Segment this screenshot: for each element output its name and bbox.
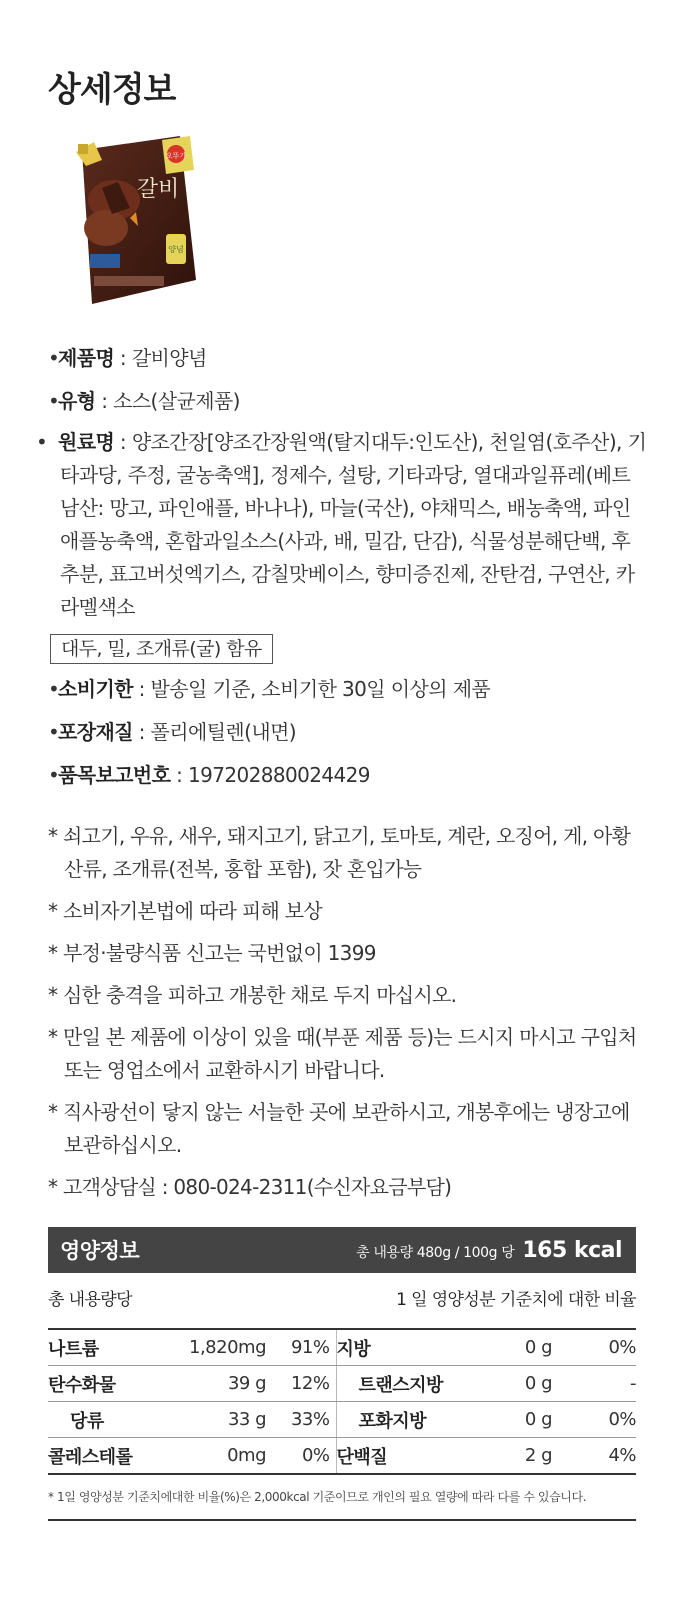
type-row: •유형 : 소스(살균제품): [48, 389, 240, 413]
note-item: * 직사광선이 닿지 않는 서늘한 곳에 보관하시고, 개봉후에는 냉장고에 보관하십시오.: [48, 1100, 630, 1157]
nutrient-percent: 0%: [552, 1402, 636, 1438]
notes-list: [48, 820, 648, 1213]
table-row: [48, 1330, 636, 1366]
nutrition-right-sub: 1 일 영양성분 기준치에 대한 비율: [396, 1290, 636, 1310]
nutrition-table: [48, 1330, 636, 1475]
nutrient-name: 포화지방: [336, 1402, 478, 1438]
report-number-key: 품목보고번호: [58, 763, 171, 787]
nutrition-amount: [356, 1238, 622, 1263]
nutrient-percent: 33%: [266, 1402, 336, 1438]
ingredients-key: 원료명: [58, 430, 115, 454]
nutrient-percent: -: [552, 1366, 636, 1402]
nutrient-value: 0 g: [478, 1366, 552, 1402]
packaging-key: 포장재질: [58, 720, 133, 744]
type-key: 유형: [58, 389, 96, 413]
nutrient-value: 39 g: [168, 1366, 266, 1402]
note-item: * 심한 충격을 피하고 개봉한 채로 두지 마십시오.: [48, 983, 457, 1007]
pouch-label-large: 갈비: [136, 177, 180, 202]
nutrient-percent: 91%: [266, 1330, 336, 1366]
note-item: * 고객상담실 : 080-024-2311(수신자요금부담): [48, 1175, 452, 1199]
packaging-row: •포장재질 : 폴리에틸렌(내면): [48, 720, 296, 744]
brand-logo: 오뚜기: [165, 152, 187, 160]
nutrition-header: [48, 1227, 636, 1273]
nutrient-percent: 0%: [552, 1330, 636, 1366]
nutrition-title: 영양정보: [60, 1239, 140, 1263]
nutrient-value: 33 g: [168, 1402, 266, 1438]
nutrient-percent: 4%: [552, 1438, 636, 1475]
product-image: [72, 130, 204, 308]
report-number-value: : 197202880024429: [170, 763, 370, 787]
nutrient-name: 콜레스테롤: [48, 1438, 168, 1475]
nutrient-name: 단백질: [336, 1438, 478, 1475]
pouch-label-small: 양념: [168, 245, 184, 254]
nutrition-serving: 총 내용량 480g / 100g 당: [356, 1244, 515, 1261]
report-number-row: •품목보고번호 : 197202880024429: [48, 763, 370, 787]
nutrient-name: 트랜스지방: [336, 1366, 478, 1402]
product-name-key: 제품명: [58, 346, 115, 370]
nutrient-name: 탄수화물: [48, 1366, 168, 1402]
nutrient-name: 지방: [336, 1330, 478, 1366]
product-name-value: : 갈비양념: [114, 346, 207, 370]
nutrient-name: 당류: [48, 1402, 168, 1438]
note-item: * 만일 본 제품에 이상이 있을 때(부푼 제품 등)는 드시지 마시고 구입처 또는 영업소에서 교환하시기 바랍니다.: [48, 1025, 637, 1082]
expiry-key: 소비기한: [58, 677, 133, 701]
nutrient-value: 0 g: [478, 1402, 552, 1438]
nutrient-name: 나트륨: [48, 1330, 168, 1366]
type-value: : 소스(살균제품): [95, 389, 240, 413]
ingredients-value: : 양조간장[양조간장원액(탈지대두:인도산), 천일염(호주산), 기타과당, 주정, 굴농축액], 정제수, 설탕, 기타과당, 열대과일퓨레(베트남산: 망고, 파인애플, 바나나), 마늘(국산), 야채믹스, 배농축액, 파인애플농축액, 혼합과일소스(사과, 배, 밀감, 단감), 식물성분해단백, 후추분, 표고버섯엑기스, 감칠맛베이스, 향미증진제, 잔탄검, 구연산, 카라멜색소: [60, 430, 647, 619]
nutrition-subheader: [48, 1273, 636, 1330]
nutrient-value: 2 g: [478, 1438, 552, 1475]
table-row: [48, 1402, 636, 1438]
nutrient-value: 1,820mg: [168, 1330, 266, 1366]
nutrition-left-sub: 총 내용량당: [48, 1290, 132, 1310]
packaging-value: : 폴리에틸렌(내면): [132, 720, 296, 744]
product-info: [36, 343, 648, 790]
expiry-value: : 발송일 기준, 소비기한 30일 이상의 제품: [132, 677, 491, 701]
ingredients-row: • 원료명 : 양조간장[양조간장원액(탈지대두:인도산), 천일염(호주산), 기타과당, 주정, 굴농축액], 정제수, 설탕, 기타과당, 열대과일퓨레(베트남산: 망고, 파인애플, 바나나), 마늘(국산), 야채믹스, 배농축액, 파인애플농축액, 혼합과일소스(사과, 배, 밀감, 단감), 식물성분해단백, 후추분, 표고버섯엑기스, 감칠맛베이스, 향미증진제, 잔탄검, 구연산, 카라멜색소: [36, 430, 647, 619]
expiry-row: •소비기한 : 발송일 기준, 소비기한 30일 이상의 제품: [48, 677, 491, 701]
nutrition-panel: [48, 1227, 636, 1521]
note-item: * 부정·불량식품 신고는 국번없이 1399: [48, 941, 376, 965]
note-item: * 소비자기본법에 따라 피해 보상: [48, 899, 322, 923]
nutrient-percent: 0%: [266, 1438, 336, 1475]
nutrition-footnote: * 1일 영양성분 기준치에대한 비율(%)은 2,000kcal 기준이므로 개인의 필요 열량에 따라 다를 수 있습니다.: [48, 1475, 636, 1521]
nutrient-value: 0mg: [168, 1438, 266, 1475]
note-item: * 쇠고기, 우유, 새우, 돼지고기, 닭고기, 토마토, 계란, 오징어, 게, 아황산류, 조개류(전복, 홍합 포함), 잣 혼입가능: [48, 824, 631, 881]
product-name-row: •제품명 : 갈비양념: [48, 346, 207, 370]
table-row: [48, 1438, 636, 1475]
nutrition-kcal: 165 kcal: [522, 1237, 622, 1263]
page-title: 상세정보: [48, 70, 176, 110]
nutrient-percent: 12%: [266, 1366, 336, 1402]
nutrient-value: 0 g: [478, 1330, 552, 1366]
allergen-box: 대두, 밀, 조개류(굴) 함유: [50, 634, 273, 664]
table-row: [48, 1366, 636, 1402]
